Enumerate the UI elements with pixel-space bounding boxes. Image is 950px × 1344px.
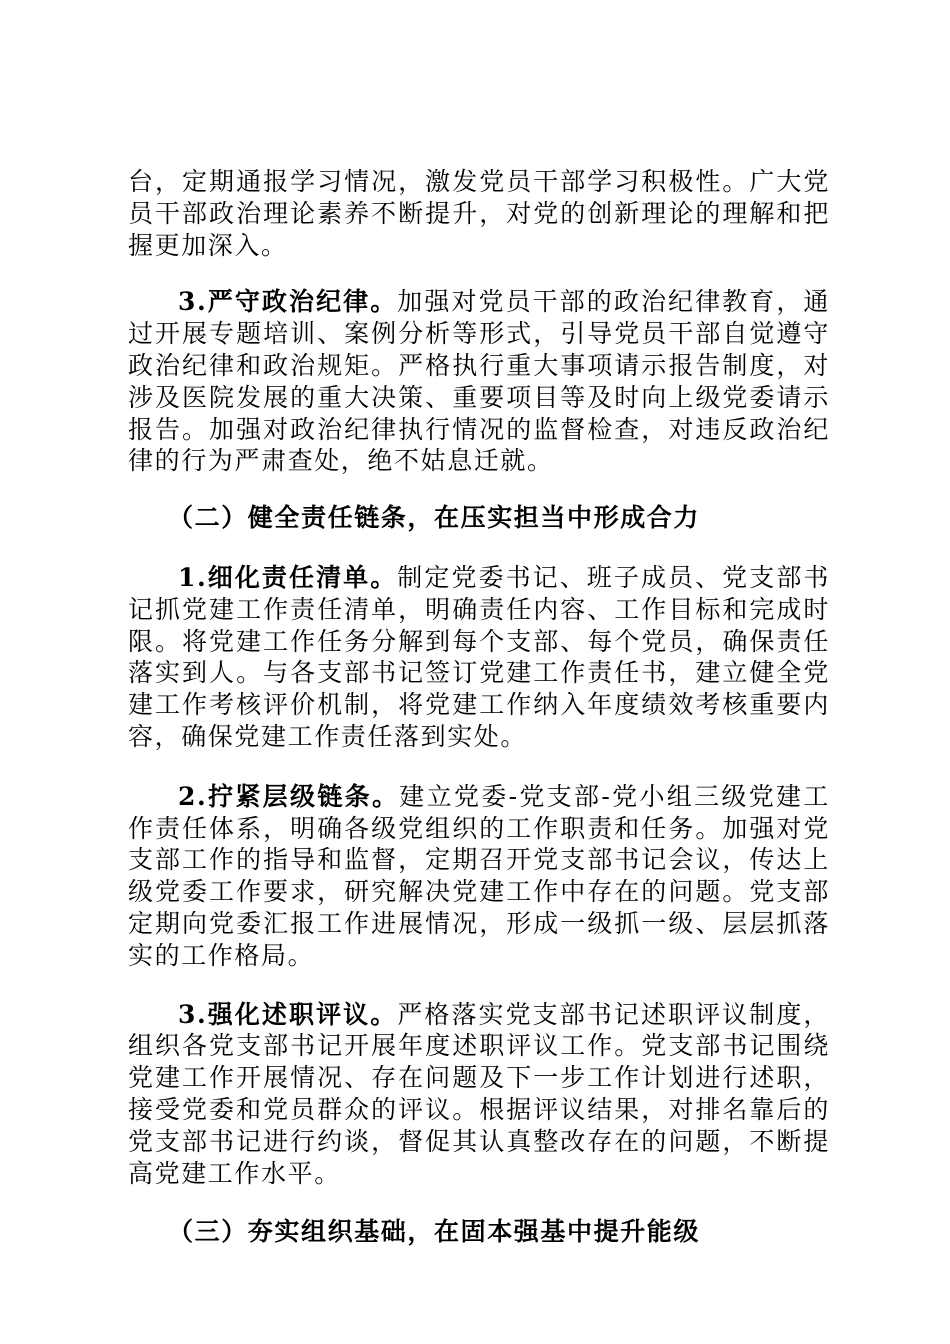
document-page [128, 166, 830, 1248]
item-body-strengthen-job-review: 严格落实党支部书记述职评议制度，组织各党支部书记开展年度述职评议工作。党支部书记围绕党建工作开展情况、存在问题及下一步工作计划进行述职，接受党委和党员群众的评议。根据评议结果，对排名靠后的党支部书记进行约谈，督促其认真整改存在的问题，不断提高党建工作水平。 [128, 999, 831, 1188]
item-body-strict-political-discipline: 加强对党员干部的政治纪律教育，通过开展专题培训、案例分析等形式，引导党员干部自觉遵守政治纪律和政治规矩。严格执行重大事项请示报告制度，对涉及医院发展的重大决策、重要项目等及时向上级党委请示报告。加强对政治纪律执行情况的监督检查，对违反政治纪律的行为严肃查处，绝不姑息迁就。 [128, 287, 831, 476]
section-heading-organization-foundation: （三）夯实组织基础，在固本强基中提升能级 [168, 1217, 701, 1247]
paragraph-tighten-hierarchy-chain [128, 781, 830, 972]
section-heading-responsibility-chain: （二）健全责任链条，在压实担当中形成合力 [168, 503, 701, 533]
item-body-refine-responsibility-list: 制定党委书记、班子成员、党支部书记抓党建工作责任清单，明确责任内容、工作目标和完成时限。将党建工作任务分解到每个支部、每个党员，确保责任落实到人。与各支部书记签订党建工作责任书，建立健全党建工作考核评价机制，将党建工作纳入年度绩效考核重要内容，确保党建工作责任落到实处。 [128, 562, 831, 751]
item-lead-strict-political-discipline: 3.严守政治纪律。 [178, 287, 398, 317]
item-lead-refine-responsibility-list: 1.细化责任清单。 [178, 562, 398, 592]
item-lead-strengthen-job-review: 3.强化述职评议。 [178, 999, 398, 1029]
paragraph-strict-political-discipline [128, 286, 830, 477]
paragraph-strengthen-job-review [128, 999, 830, 1190]
item-body-tighten-hierarchy-chain: 建立党委-党支部-党小组三级党建工作责任体系，明确各级党组织的工作职责和任务。加强对党支部工作的指导和监督，定期召开党支部书记会议，传达上级党委工作要求，研究解决党建工作中存在的问题。党支部定期向党委汇报工作进展情况，形成一级抓一级、层层抓落实的工作格局。 [128, 781, 830, 970]
item-lead-tighten-hierarchy-chain: 2.拧紧层级链条。 [178, 781, 400, 811]
paragraph-continuation: 台，定期通报学习情况，激发党员干部学习积极性。广大党员干部政治理论素养不断提升，对党的创新理论的理解和把握更加深入。 [128, 167, 830, 260]
paragraph-refine-responsibility-list [128, 562, 830, 753]
